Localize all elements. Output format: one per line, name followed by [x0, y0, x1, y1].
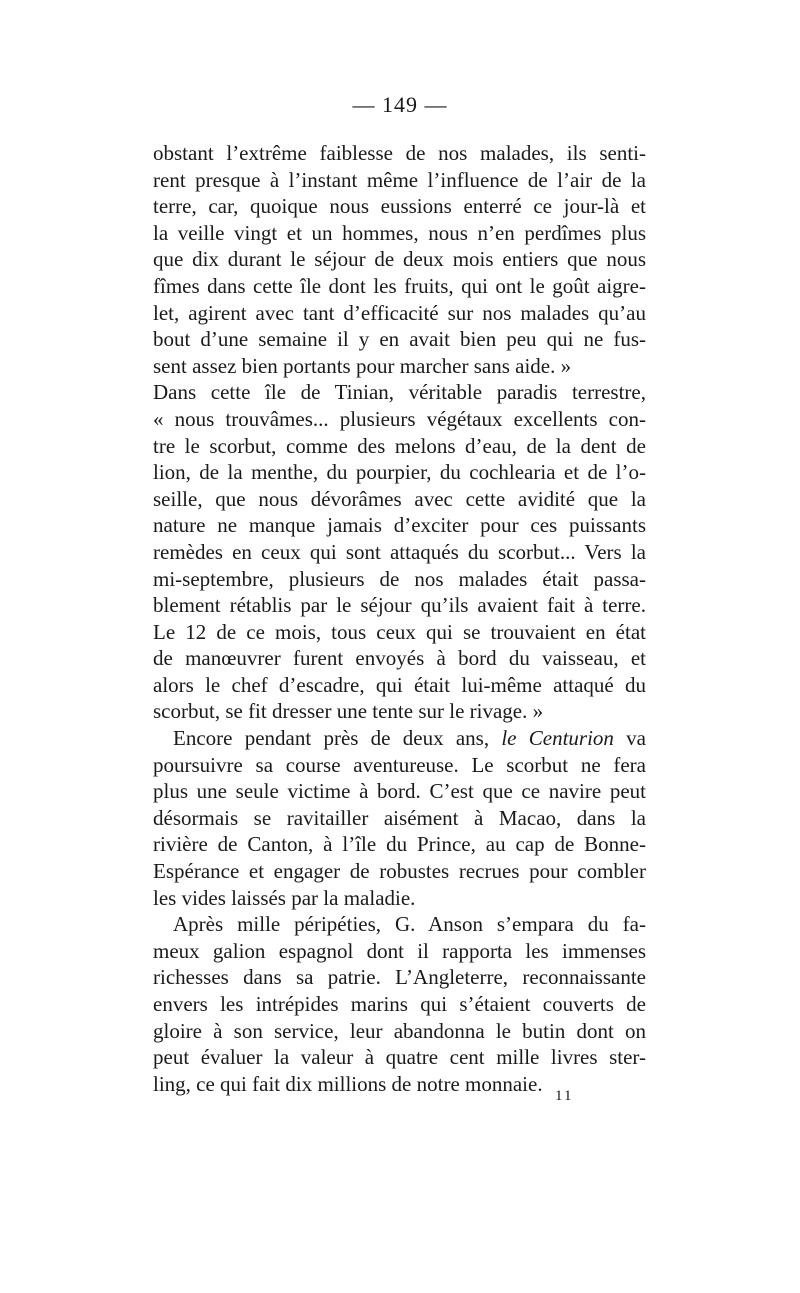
text-line	[153, 698, 646, 725]
text-line	[153, 805, 646, 832]
italic-text: le Centurion	[501, 726, 614, 751]
text-line	[153, 831, 646, 858]
body-text	[153, 140, 646, 1097]
text-run: obstant l’extrême faiblesse de nos malades, ils senti-	[153, 141, 646, 165]
text-run: que dix durant le séjour de deux mois entiers que nous	[153, 247, 646, 272]
text-run: Après mille péripéties, G. Anson s’empara du fa-	[173, 912, 646, 937]
signature-mark: 11	[555, 1088, 574, 1104]
text-line	[153, 911, 646, 938]
text-run: Dans cette île de Tinian, véritable paradis terrestre,	[153, 380, 646, 405]
text-run: envers les intrépides marins qui s’étaient couverts de	[153, 992, 646, 1016]
text-run: Le 12 de ce mois, tous ceux qui se trouvaient en état	[153, 619, 646, 644]
text-run: bout d’une semaine il y en avait bien peu qui ne fus-	[153, 327, 646, 352]
text-line	[153, 1018, 646, 1045]
text-line	[153, 353, 646, 380]
text-run: ling, ce qui fait dix millions de notre monnaie.	[153, 1071, 543, 1096]
text-line	[153, 326, 646, 353]
text-run: poursuivre sa course aventureuse. Le scorbut ne fera	[153, 752, 646, 777]
text-line	[153, 672, 646, 699]
text-run: fîmes dans cette île dont les fruits, qui ont le goût aigre-	[153, 273, 646, 298]
text-line	[153, 167, 646, 194]
text-run: « nous trouvâmes... plusieurs végétaux excellents con-	[153, 406, 646, 431]
text-line	[153, 778, 646, 805]
text-line	[153, 1044, 646, 1071]
text-run: Espérance et engager de robustes recrues pour combler	[153, 859, 646, 884]
text-line	[153, 512, 646, 539]
text-run: plus une seule victime à bord. C’est que ce navire peut	[153, 779, 646, 804]
text-run: va	[613, 726, 646, 751]
text-line	[153, 725, 646, 752]
text-line	[153, 539, 646, 566]
text-run: Encore pendant près de deux ans,	[173, 726, 502, 751]
text-run: remèdes en ceux qui sont attaqués du scorbut... Vers la	[153, 539, 646, 564]
text-line	[153, 379, 646, 406]
text-line	[153, 459, 646, 486]
text-run: blement rétablis par le séjour qu’ils avaient fait à terre.	[153, 593, 646, 618]
text-line	[153, 938, 646, 965]
text-line	[153, 592, 646, 619]
text-line	[153, 273, 646, 300]
text-run: désormais se ravitailler aisément à Macao, dans la	[153, 805, 646, 830]
text-run: mi-septembre, plusieurs de nos malades était passa-	[153, 566, 646, 591]
text-line	[153, 140, 646, 167]
text-run: meux galion espagnol dont il rapporta les immenses	[153, 938, 646, 963]
text-run: peut évaluer la valeur à quatre cent mille livres ster-	[153, 1045, 646, 1070]
text-line	[153, 645, 646, 672]
text-run: alors le chef d’escadre, qui était lui-même attaqué du	[153, 672, 646, 697]
text-line	[153, 406, 646, 433]
text-line	[153, 885, 646, 912]
text-run: de manœuvrer furent envoyés à bord du vaisseau, et	[153, 646, 646, 671]
text-line	[153, 486, 646, 513]
text-line	[153, 433, 646, 460]
text-run: let, agirent avec tant d’efficacité sur nos malades qu’au	[153, 300, 646, 325]
text-line	[153, 300, 646, 327]
text-run: richesses dans sa patrie. L’Angleterre, reconnaissante	[153, 965, 646, 990]
text-run: la veille vingt et un hommes, nous n’en perdîmes plus	[153, 220, 646, 245]
text-line	[153, 566, 646, 593]
text-line	[153, 220, 646, 247]
text-line	[153, 991, 646, 1018]
text-line	[153, 964, 646, 991]
text-line	[153, 246, 646, 273]
text-run: nature ne manque jamais d’exciter pour ces puissants	[153, 513, 646, 538]
text-line	[153, 619, 646, 646]
text-run: sent assez bien portants pour marcher sans aide. »	[153, 353, 572, 378]
text-run: lion, de la menthe, du pourpier, du cochlearia et de l’o-	[153, 460, 646, 485]
text-run: tre le scorbut, comme des melons d’eau, de la dent de	[153, 433, 646, 458]
text-run: les vides laissés par la maladie.	[153, 885, 416, 910]
text-run: seille, que nous dévorâmes avec cette avidité que la	[153, 486, 646, 511]
text-run: scorbut, se fit dresser une tente sur le rivage. »	[153, 699, 544, 724]
text-line	[153, 858, 646, 885]
page-number: — 149 —	[352, 92, 448, 117]
text-run: rent presque à l’instant même l’influence de l’air de la	[153, 167, 646, 192]
text-run: terre, car, quoique nous eussions enterré ce jour-là et	[153, 194, 646, 219]
text-run: gloire à son service, leur abandonna le butin dont on	[153, 1018, 646, 1043]
text-run: rivière de Canton, à l’île du Prince, au cap de Bonne-	[153, 832, 646, 857]
text-line	[153, 193, 646, 220]
text-line	[153, 752, 646, 779]
